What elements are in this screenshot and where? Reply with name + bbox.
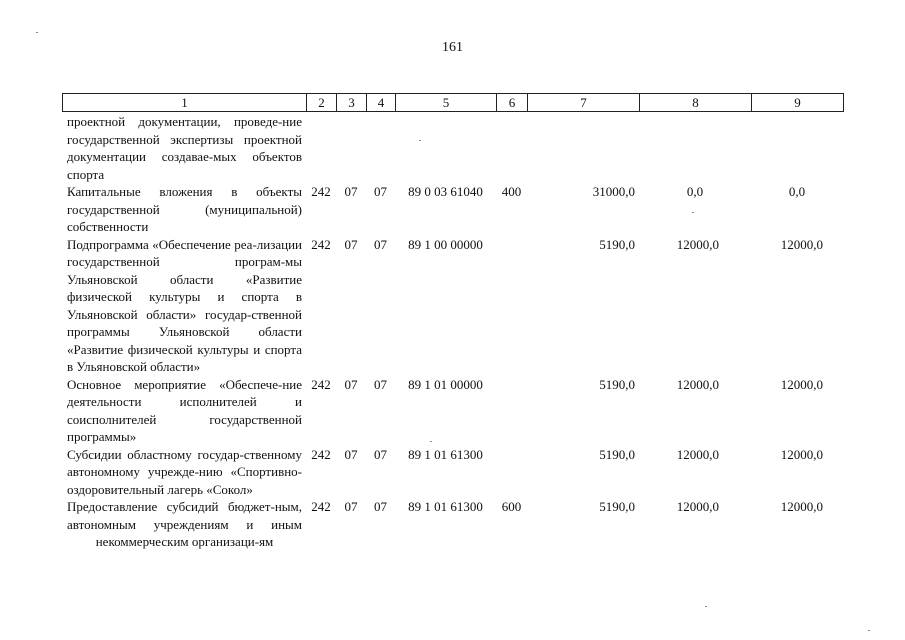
column-header-table bbox=[62, 93, 844, 112]
table-row bbox=[62, 236, 843, 376]
cell-col4: 07 bbox=[374, 376, 387, 392]
column-header-2: 2 bbox=[307, 94, 337, 112]
cell-col7: 5190,0 bbox=[599, 499, 635, 514]
cell-col2: 242 bbox=[311, 376, 331, 392]
row-name: проектной документации, проведе-ние государственной экспертизы проектной документации создавае-мых объектов спорта bbox=[67, 114, 302, 182]
column-header-8: 8 bbox=[640, 94, 752, 112]
scan-speck bbox=[419, 140, 421, 141]
column-header-1: 1 bbox=[63, 94, 307, 112]
cell-col9 bbox=[751, 113, 843, 183]
cell-col5 bbox=[395, 113, 496, 183]
column-header-7: 7 bbox=[528, 94, 640, 112]
cell-col4: 07 bbox=[374, 499, 387, 514]
cell-col5: 89 1 01 61300 bbox=[408, 499, 483, 514]
scan-speck bbox=[430, 441, 432, 442]
cell-col9: 12000,0 bbox=[780, 236, 823, 252]
cell-col9: 12000,0 bbox=[780, 446, 823, 462]
scan-speck bbox=[36, 32, 38, 33]
scan-speck bbox=[705, 606, 707, 607]
cell-col8: 0,0 bbox=[686, 184, 704, 199]
cell-col5: 89 1 01 00000 bbox=[408, 376, 483, 392]
cell-col8: 12000,0 bbox=[676, 376, 719, 392]
cell-col6 bbox=[496, 113, 527, 183]
cell-col8: 12000,0 bbox=[676, 236, 719, 252]
cell-col7: 5190,0 bbox=[599, 376, 635, 392]
cell-col7 bbox=[527, 113, 639, 183]
scan-speck bbox=[692, 212, 694, 213]
cell-col4: 07 bbox=[374, 236, 387, 252]
row-name: Субсидии областному государ-ственному автономному учрежде-нию «Спортивно-оздоровительный лагерь «Сокол» bbox=[67, 446, 302, 497]
cell-col2: 242 bbox=[311, 236, 331, 252]
cell-col3: 07 bbox=[344, 446, 358, 462]
cell-col6: 400 bbox=[501, 184, 522, 199]
budget-table bbox=[62, 113, 843, 551]
cell-col9: 0,0 bbox=[788, 184, 806, 199]
row-name: Подпрограмма «Обеспечение реа-лизации государственной програм-мы Ульяновской области «Развитие физической культуры и спорта в Ульяновской области» государ-ственной программы Ульяновской области «Развитие физической культуры и спорта в Ульяновской области» bbox=[67, 236, 302, 374]
cell-col5: 89 1 00 00000 bbox=[408, 236, 483, 252]
cell-col3: 07 bbox=[344, 376, 358, 392]
cell-col3 bbox=[336, 113, 366, 183]
cell-col8 bbox=[639, 113, 751, 183]
cell-col6 bbox=[496, 236, 527, 376]
cell-col3: 07 bbox=[344, 184, 358, 199]
cell-col4 bbox=[366, 113, 395, 183]
cell-col3: 07 bbox=[344, 236, 358, 252]
table-row bbox=[62, 376, 843, 446]
column-header-5: 5 bbox=[396, 94, 497, 112]
column-header-6: 6 bbox=[497, 94, 528, 112]
table-row bbox=[62, 446, 843, 499]
cell-col7: 5190,0 bbox=[599, 446, 635, 462]
cell-col7: 5190,0 bbox=[599, 236, 635, 252]
cell-col6 bbox=[496, 376, 527, 446]
column-header-row bbox=[63, 94, 844, 112]
cell-col4: 07 bbox=[374, 184, 387, 199]
cell-col8: 12000,0 bbox=[676, 446, 719, 462]
cell-col7: 31000,0 bbox=[592, 184, 635, 199]
cell-col2: 242 bbox=[311, 184, 331, 199]
page-number: 161 bbox=[442, 40, 463, 55]
cell-col2 bbox=[306, 113, 336, 183]
cell-col3: 07 bbox=[344, 499, 358, 514]
cell-col2: 242 bbox=[311, 499, 331, 514]
table-row bbox=[62, 498, 843, 551]
row-name: Предоставление субсидий бюджет-ным, автономным учреждениям и иным некоммерческим организаци-ям bbox=[67, 499, 302, 549]
cell-col8: 12000,0 bbox=[676, 499, 719, 514]
cell-col5: 89 0 03 61040 bbox=[408, 184, 483, 199]
cell-col2: 242 bbox=[311, 446, 331, 462]
scan-speck bbox=[868, 630, 870, 631]
column-header-4: 4 bbox=[367, 94, 396, 112]
cell-col9: 12000,0 bbox=[780, 376, 823, 392]
row-name: Основное мероприятие «Обеспече-ние деятельности исполнителей и соисполнителей государственной программы» bbox=[67, 376, 302, 444]
table-row bbox=[62, 113, 843, 183]
cell-col6: 600 bbox=[501, 499, 522, 514]
row-name: Капитальные вложения в объекты государственной (муниципальной) собственности bbox=[67, 184, 302, 234]
table-row bbox=[62, 183, 843, 236]
cell-col6 bbox=[496, 446, 527, 499]
cell-col5: 89 1 01 61300 bbox=[408, 446, 483, 462]
column-header-9: 9 bbox=[752, 94, 844, 112]
cell-col9: 12000,0 bbox=[780, 499, 823, 514]
column-header-3: 3 bbox=[337, 94, 367, 112]
cell-col4: 07 bbox=[374, 446, 387, 462]
